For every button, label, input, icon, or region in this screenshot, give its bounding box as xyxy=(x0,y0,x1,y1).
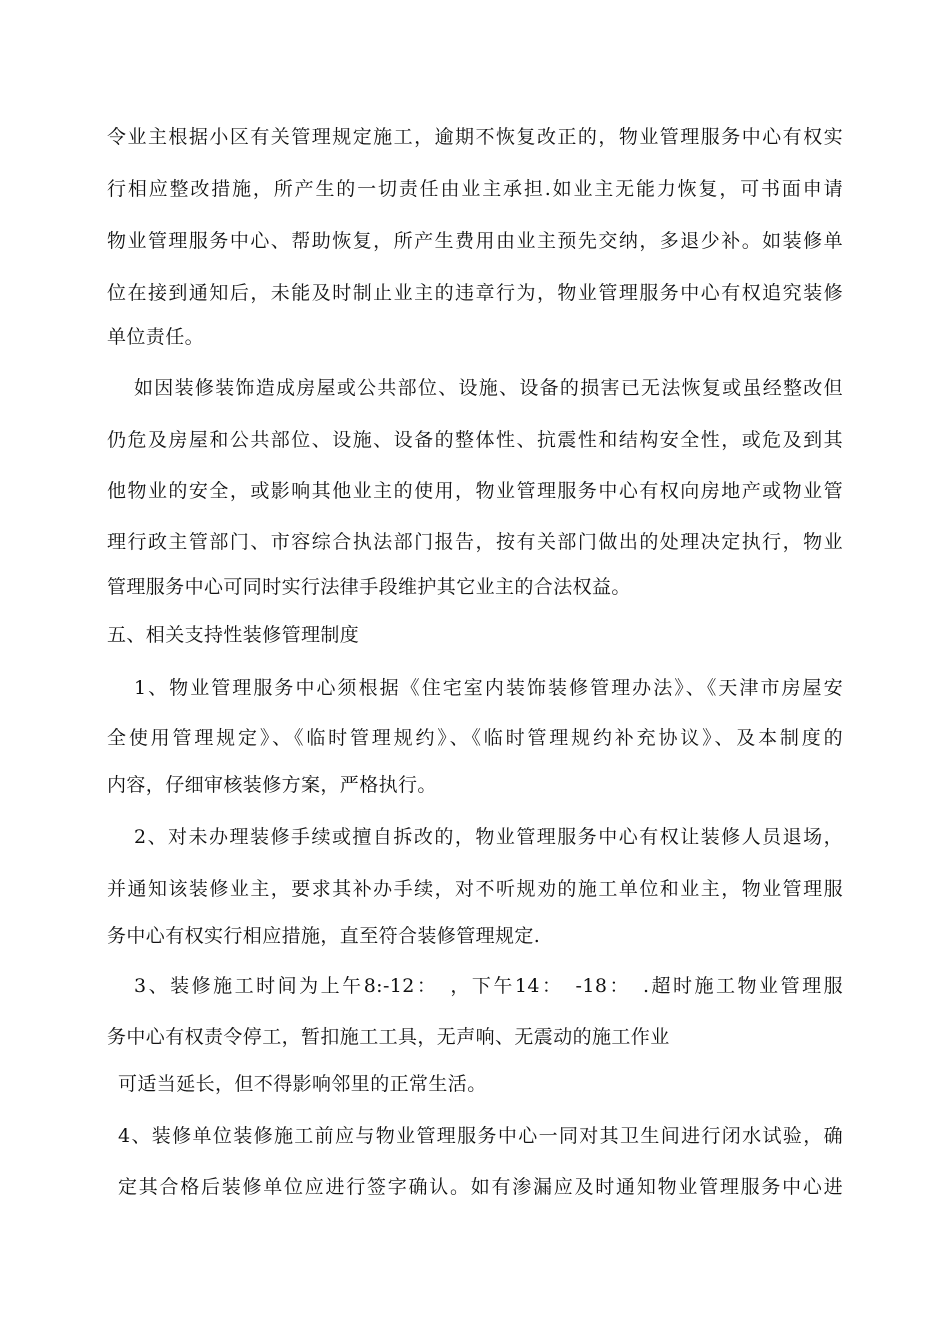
text-line: 仍危及房屋和公共部位、设施、设备的整体性、抗震性和结构安全性，或危及到其 xyxy=(107,429,843,451)
text-line: 管理服务中心可同时实行法律手段维护其它业主的合法权益。 xyxy=(107,576,631,598)
text-line: 内容，仔细审核装修方案，严格执行。 xyxy=(107,774,437,796)
text-line: 2、对未办理装修手续或擅自拆改的，物业管理服务中心有权让装修人员退场， xyxy=(134,826,843,848)
text-line: 令业主根据小区有关管理规定施工，逾期不恢复改正的，物业管理服务中心有权实 xyxy=(107,126,843,148)
text-line: 1、物业管理服务中心须根据《住宅室内装饰装修管理办法》、《天津市房屋安 xyxy=(134,677,843,699)
text-line: 定其合格后装修单位应进行签字确认。如有渗漏应及时通知物业管理服务中心进 xyxy=(118,1176,843,1198)
text-line: 全使用管理规定》、《临时管理规约》、《临时管理规约补充协议》、及本制度的 xyxy=(107,727,843,749)
text-line: 3、装修施工时间为上午8:-12： ，下午14： -18： .超时施工物业管理服 xyxy=(134,975,843,997)
text-line: 行相应整改措施，所产生的一切责任由业主承担.如业主无能力恢复，可书面申请 xyxy=(107,178,843,200)
text-line: 理行政主管部门、市容综合执法部门报告，按有关部门做出的处理决定执行，物业 xyxy=(107,531,843,553)
text-line: 他物业的安全，或影响其他业主的使用，物业管理服务中心有权向房地产或物业管 xyxy=(107,480,843,502)
text-line: 可适当延长，但不得影响邻里的正常生活。 xyxy=(118,1073,487,1095)
text-line: 单位责任。 xyxy=(107,326,205,348)
text-line: 务中心有权责令停工，暂扣施工工具，无声响、无震动的施工作业 xyxy=(107,1026,670,1048)
section-heading: 五、相关支持性装修管理制度 xyxy=(107,624,360,646)
text-line: 物业管理服务中心、帮助恢复，所产生费用由业主预先交纳，多退少补。如装修单 xyxy=(107,230,843,252)
text-line: 4、装修单位装修施工前应与物业管理服务中心一同对其卫生间进行闭水试验，确 xyxy=(118,1125,843,1147)
text-line: 如因装修装饰造成房屋或公共部位、设施、设备的损害已无法恢复或虽经整改但 xyxy=(134,377,843,399)
text-line: 并通知该装修业主，要求其补办手续，对不听规劝的施工单位和业主，物业管理服 xyxy=(107,878,843,900)
text-line: 务中心有权实行相应措施，直至符合装修管理规定. xyxy=(107,925,541,947)
text-line: 位在接到通知后，未能及时制止业主的违章行为，物业管理服务中心有权追究装修 xyxy=(107,282,843,304)
